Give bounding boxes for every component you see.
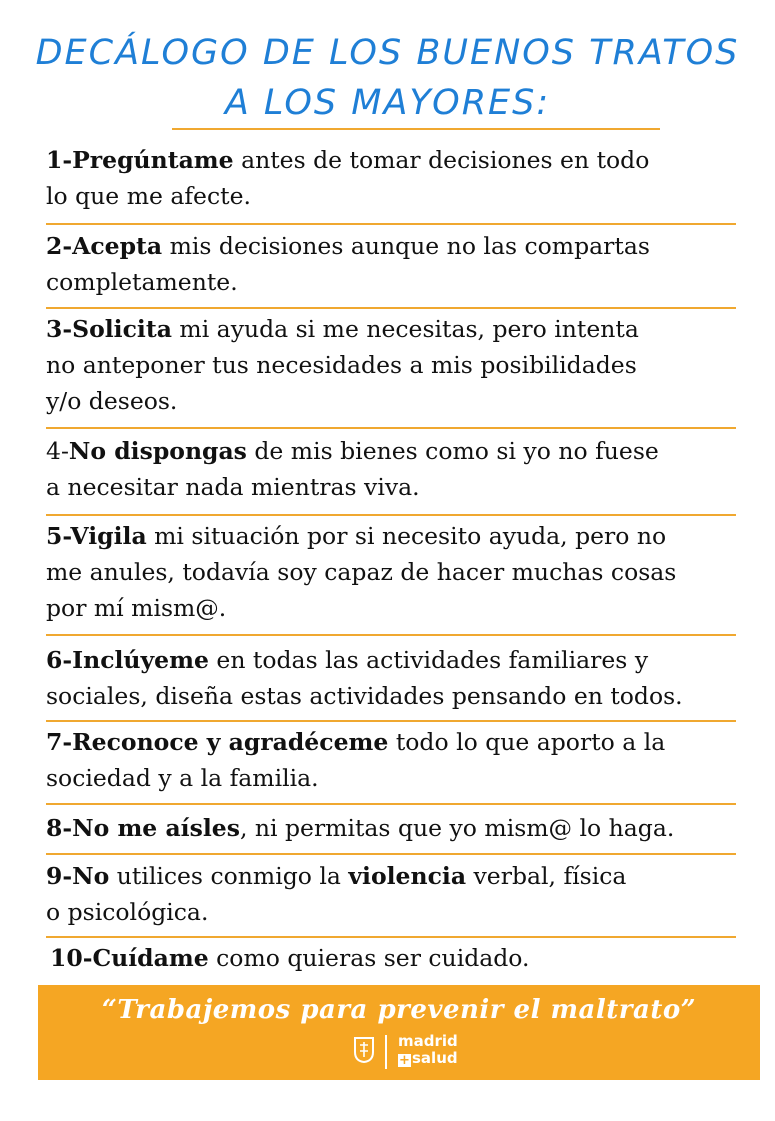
list-item-8 (46, 810, 746, 846)
divider (46, 223, 736, 225)
divider (46, 936, 736, 938)
footer-banner (38, 985, 760, 1080)
divider (46, 720, 736, 722)
divider (46, 427, 736, 429)
item-text: mi ayuda si me necesitas, pero intenta (171, 315, 639, 343)
item-number: 4- (46, 437, 69, 465)
plus-icon: + (399, 1053, 410, 1068)
item-number: 5- (46, 522, 71, 550)
list-item-10 (50, 940, 750, 976)
item-keyword: Acepta (72, 232, 163, 260)
item-keyword: No dispongas (68, 437, 247, 465)
list-item-9 (46, 858, 746, 930)
item-text: utilices conmigo la (109, 862, 349, 890)
item-text: todo lo que aporto a la (388, 728, 666, 756)
logo-separator (385, 1035, 387, 1069)
slogan: “Trabajemos para prevenir el maltrato” (101, 995, 697, 1025)
item-text-line3: por mí mism@. (46, 594, 227, 622)
divider (46, 634, 736, 636)
item-text-line2: me anules, todavía soy capaz de hacer muchas cosas (46, 558, 677, 586)
list-item-3 (46, 311, 746, 419)
madrid-salud-logo (354, 1033, 514, 1073)
item-text-line2: o psicológica. (46, 898, 209, 926)
item-keyword: Reconoce y agradéceme (72, 728, 389, 756)
item-number: 2- (46, 232, 73, 260)
list-item-7 (46, 724, 746, 796)
list-item-5 (46, 518, 746, 626)
item-text-line2: sociales, diseña estas actividades pensando en todos. (46, 682, 683, 710)
list-item-1 (46, 142, 746, 214)
item-text-line2: lo que me afecte. (46, 182, 251, 210)
item-text-line2: sociedad y a la familia. (46, 764, 319, 792)
item-text-line2: completamente. (46, 268, 238, 296)
item-keyword: No me aísles (72, 814, 240, 842)
page-title-line1: DECÁLOGO DE LOS BUENOS TRATOS (35, 33, 740, 73)
item-number: 3- (46, 315, 73, 343)
item-keyword: Inclúyeme (72, 646, 209, 674)
coat-of-arms-icon (354, 1037, 374, 1063)
item-text: en todas las actividades familiares y (208, 646, 649, 674)
divider (46, 514, 736, 516)
divider (46, 307, 736, 309)
item-number: 9- (46, 862, 73, 890)
item-text: de mis bienes como si yo no fuese (246, 437, 659, 465)
title-divider (172, 128, 660, 130)
item-text-line3: y/o deseos. (46, 387, 178, 415)
item-number: 6- (46, 646, 73, 674)
item-keyword: Cuídame (92, 944, 209, 972)
logo-text (398, 1033, 458, 1067)
divider (46, 853, 736, 855)
item-text-line2: a necesitar nada mientras viva. (46, 473, 420, 501)
item-text-line2: no anteponer tus necesidades a mis posibilidades (46, 351, 637, 379)
item-number: 1- (46, 146, 73, 174)
item-text-2: verbal, física (466, 862, 627, 890)
item-text: , ni permitas que yo mism@ lo haga. (239, 814, 675, 842)
logo-line2: salud (412, 1049, 458, 1067)
logo-line1: madrid (398, 1032, 458, 1050)
item-number: 7- (46, 728, 73, 756)
item-text: antes de tomar decisiones en todo (233, 146, 650, 174)
item-number: 8- (46, 814, 73, 842)
list-item-2 (46, 228, 746, 300)
item-number: 10- (50, 944, 93, 972)
item-keyword-2: violencia (348, 862, 467, 890)
list-item-6 (46, 642, 746, 714)
item-keyword: Pregúntame (72, 146, 234, 174)
item-text: mi situación por si necesito ayuda, pero no (146, 522, 667, 550)
item-keyword: No (72, 862, 110, 890)
item-keyword: Solicita (72, 315, 172, 343)
list-item-4 (46, 433, 746, 505)
item-keyword: Vigila (70, 522, 147, 550)
item-text: mis decisiones aunque no las compartas (162, 232, 650, 260)
page-title-line2: A LOS MAYORES: (224, 83, 551, 123)
item-text: como quieras ser cuidado. (208, 944, 530, 972)
divider (46, 803, 736, 805)
